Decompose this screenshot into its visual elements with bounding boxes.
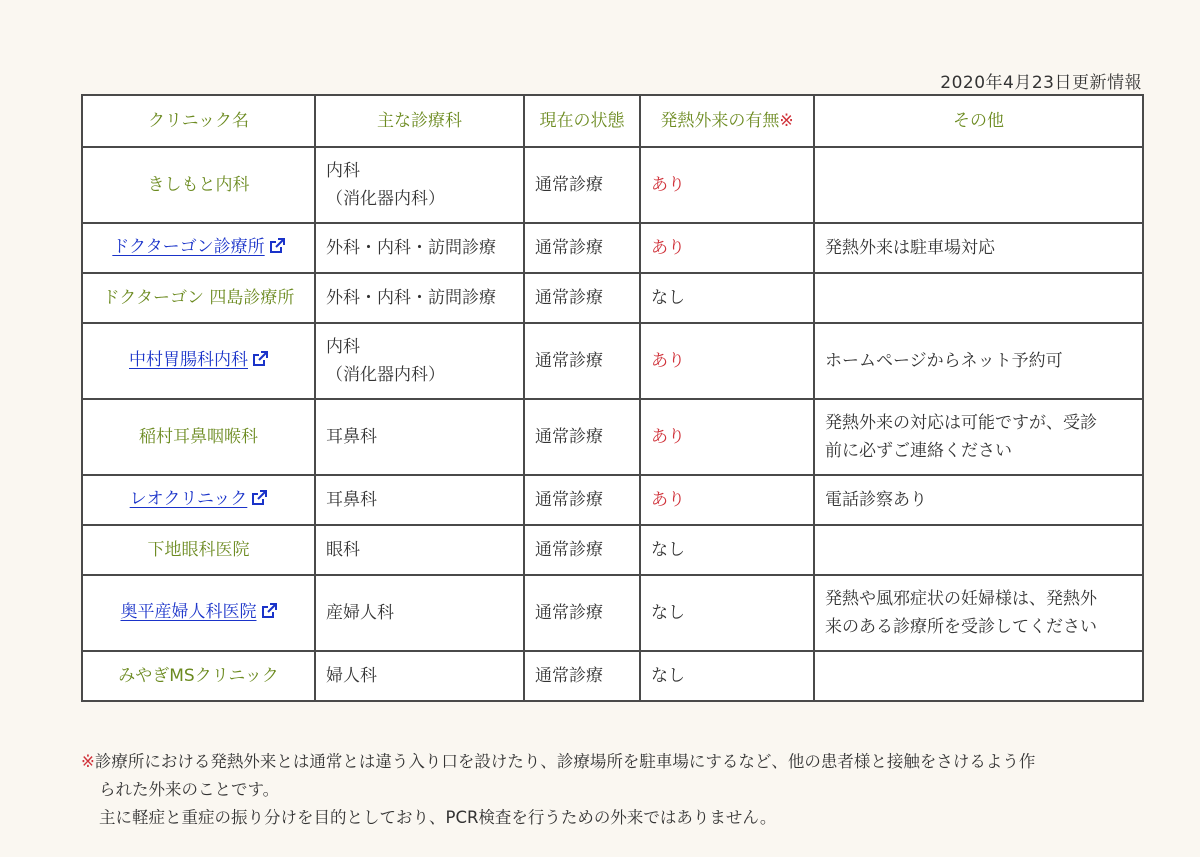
department-cell	[315, 575, 524, 651]
department-line: 産婦人科	[326, 603, 394, 623]
other-cell	[814, 273, 1143, 323]
department-line: 婦人科	[326, 666, 377, 686]
header-clinic-name: クリニック名	[82, 95, 315, 147]
other-line: ホームページからネット予約可	[825, 351, 1063, 371]
department-line: 耳鼻科	[326, 427, 377, 447]
footnote-line-2: られた外来のことです。	[99, 780, 280, 799]
table-row	[82, 651, 1143, 701]
department-cell	[315, 223, 524, 273]
clinic-name: 稲村耳鼻咽喉科	[139, 427, 258, 447]
department-line: 外科・内科・訪問診療	[326, 238, 496, 258]
footnote-mark: ※	[81, 752, 95, 771]
other-cell	[814, 323, 1143, 399]
footnote	[81, 748, 1151, 832]
other-line: 発熱外来は駐車場対応	[825, 238, 995, 258]
table-row	[82, 223, 1143, 273]
clinic-name: きしもと内科	[147, 175, 250, 195]
other-cell	[814, 525, 1143, 575]
other-line: 前に必ずご連絡ください	[825, 441, 1012, 461]
department-cell	[315, 273, 524, 323]
header-fever-label: 発熱外来の有無	[660, 111, 780, 131]
external-link-icon[interactable]	[251, 487, 267, 515]
fever-clinic-cell: あり	[640, 323, 814, 399]
header-other: その他	[814, 95, 1143, 147]
status-cell: 通常診療	[524, 147, 640, 223]
clinic-name-cell	[82, 475, 315, 525]
header-fever-clinic	[640, 95, 814, 147]
clinic-link[interactable]: レオクリニック	[129, 489, 248, 509]
clinic-name: みやぎMSクリニック	[118, 666, 279, 686]
table-row	[82, 575, 1143, 651]
external-link-icon[interactable]	[252, 348, 268, 376]
updated-date: 2020年4月23日更新情報	[940, 73, 1142, 93]
table-row	[82, 323, 1143, 399]
external-link-icon[interactable]	[269, 235, 285, 263]
department-line: 内科	[326, 161, 360, 181]
table-row	[82, 273, 1143, 323]
status-cell: 通常診療	[524, 399, 640, 475]
status-cell: 通常診療	[524, 323, 640, 399]
department-cell	[315, 399, 524, 475]
other-line: 電話診察あり	[825, 490, 927, 510]
other-line: 発熱外来の対応は可能ですが、受診	[825, 413, 1097, 433]
clinic-link[interactable]: 中村胃腸科内科	[129, 350, 248, 370]
clinic-name-cell	[82, 147, 315, 223]
fever-clinic-cell: なし	[640, 273, 814, 323]
clinic-table	[81, 94, 1144, 702]
clinic-name: ドクターゴン 四島診療所	[102, 288, 295, 308]
external-link-icon[interactable]	[261, 600, 277, 628]
fever-clinic-cell: あり	[640, 223, 814, 273]
clinic-name-cell	[82, 223, 315, 273]
table-row	[82, 525, 1143, 575]
fever-clinic-cell: なし	[640, 525, 814, 575]
clinic-name: 下地眼科医院	[147, 540, 250, 560]
fever-clinic-cell: なし	[640, 651, 814, 701]
department-cell	[315, 651, 524, 701]
department-cell	[315, 323, 524, 399]
other-line: 発熱や風邪症状の妊婦様は、発熱外	[825, 589, 1097, 609]
status-cell: 通常診療	[524, 475, 640, 525]
other-cell	[814, 475, 1143, 525]
clinic-name-cell	[82, 525, 315, 575]
header-department: 主な診療科	[315, 95, 524, 147]
department-line: （消化器内科）	[326, 365, 445, 385]
clinic-name-cell	[82, 273, 315, 323]
status-cell: 通常診療	[524, 575, 640, 651]
header-status: 現在の状態	[524, 95, 640, 147]
status-cell: 通常診療	[524, 525, 640, 575]
department-cell	[315, 147, 524, 223]
other-line: 来のある診療所を受診してください	[825, 617, 1097, 637]
table-row	[82, 399, 1143, 475]
clinic-name-cell	[82, 651, 315, 701]
footnote-line-3: 主に軽症と重症の振り分けを目的としており、PCR検査を行うための外来ではありません。	[99, 808, 777, 827]
clinic-name-cell	[82, 399, 315, 475]
footnote-line-1	[81, 748, 1151, 776]
table-row	[82, 475, 1143, 525]
other-cell	[814, 147, 1143, 223]
other-cell	[814, 399, 1143, 475]
clinic-name-cell	[82, 323, 315, 399]
other-cell	[814, 575, 1143, 651]
department-line: （消化器内科）	[326, 189, 445, 209]
department-line: 眼科	[326, 540, 360, 560]
clinic-link[interactable]: 奥平産婦人科医院	[120, 602, 257, 622]
department-line: 外科・内科・訪問診療	[326, 288, 496, 308]
other-cell	[814, 651, 1143, 701]
status-cell: 通常診療	[524, 651, 640, 701]
department-line: 内科	[326, 337, 360, 357]
footnote-text-1: 診療所における発熱外来とは通常とは違う入り口を設けたり、診療場所を駐車場にするなど、他の患者様と接触をさけるよう作	[94, 752, 1036, 771]
department-cell	[315, 525, 524, 575]
fever-clinic-cell: あり	[640, 147, 814, 223]
other-cell	[814, 223, 1143, 273]
status-cell: 通常診療	[524, 223, 640, 273]
clinic-name-cell	[82, 575, 315, 651]
table-row	[82, 147, 1143, 223]
fever-clinic-cell: あり	[640, 475, 814, 525]
department-line: 耳鼻科	[326, 490, 377, 510]
department-cell	[315, 475, 524, 525]
fever-clinic-cell: なし	[640, 575, 814, 651]
table-header-row	[82, 95, 1143, 147]
status-cell: 通常診療	[524, 273, 640, 323]
note-mark: ※	[779, 111, 794, 131]
clinic-link[interactable]: ドクターゴン診療所	[112, 237, 265, 257]
fever-clinic-cell: あり	[640, 399, 814, 475]
